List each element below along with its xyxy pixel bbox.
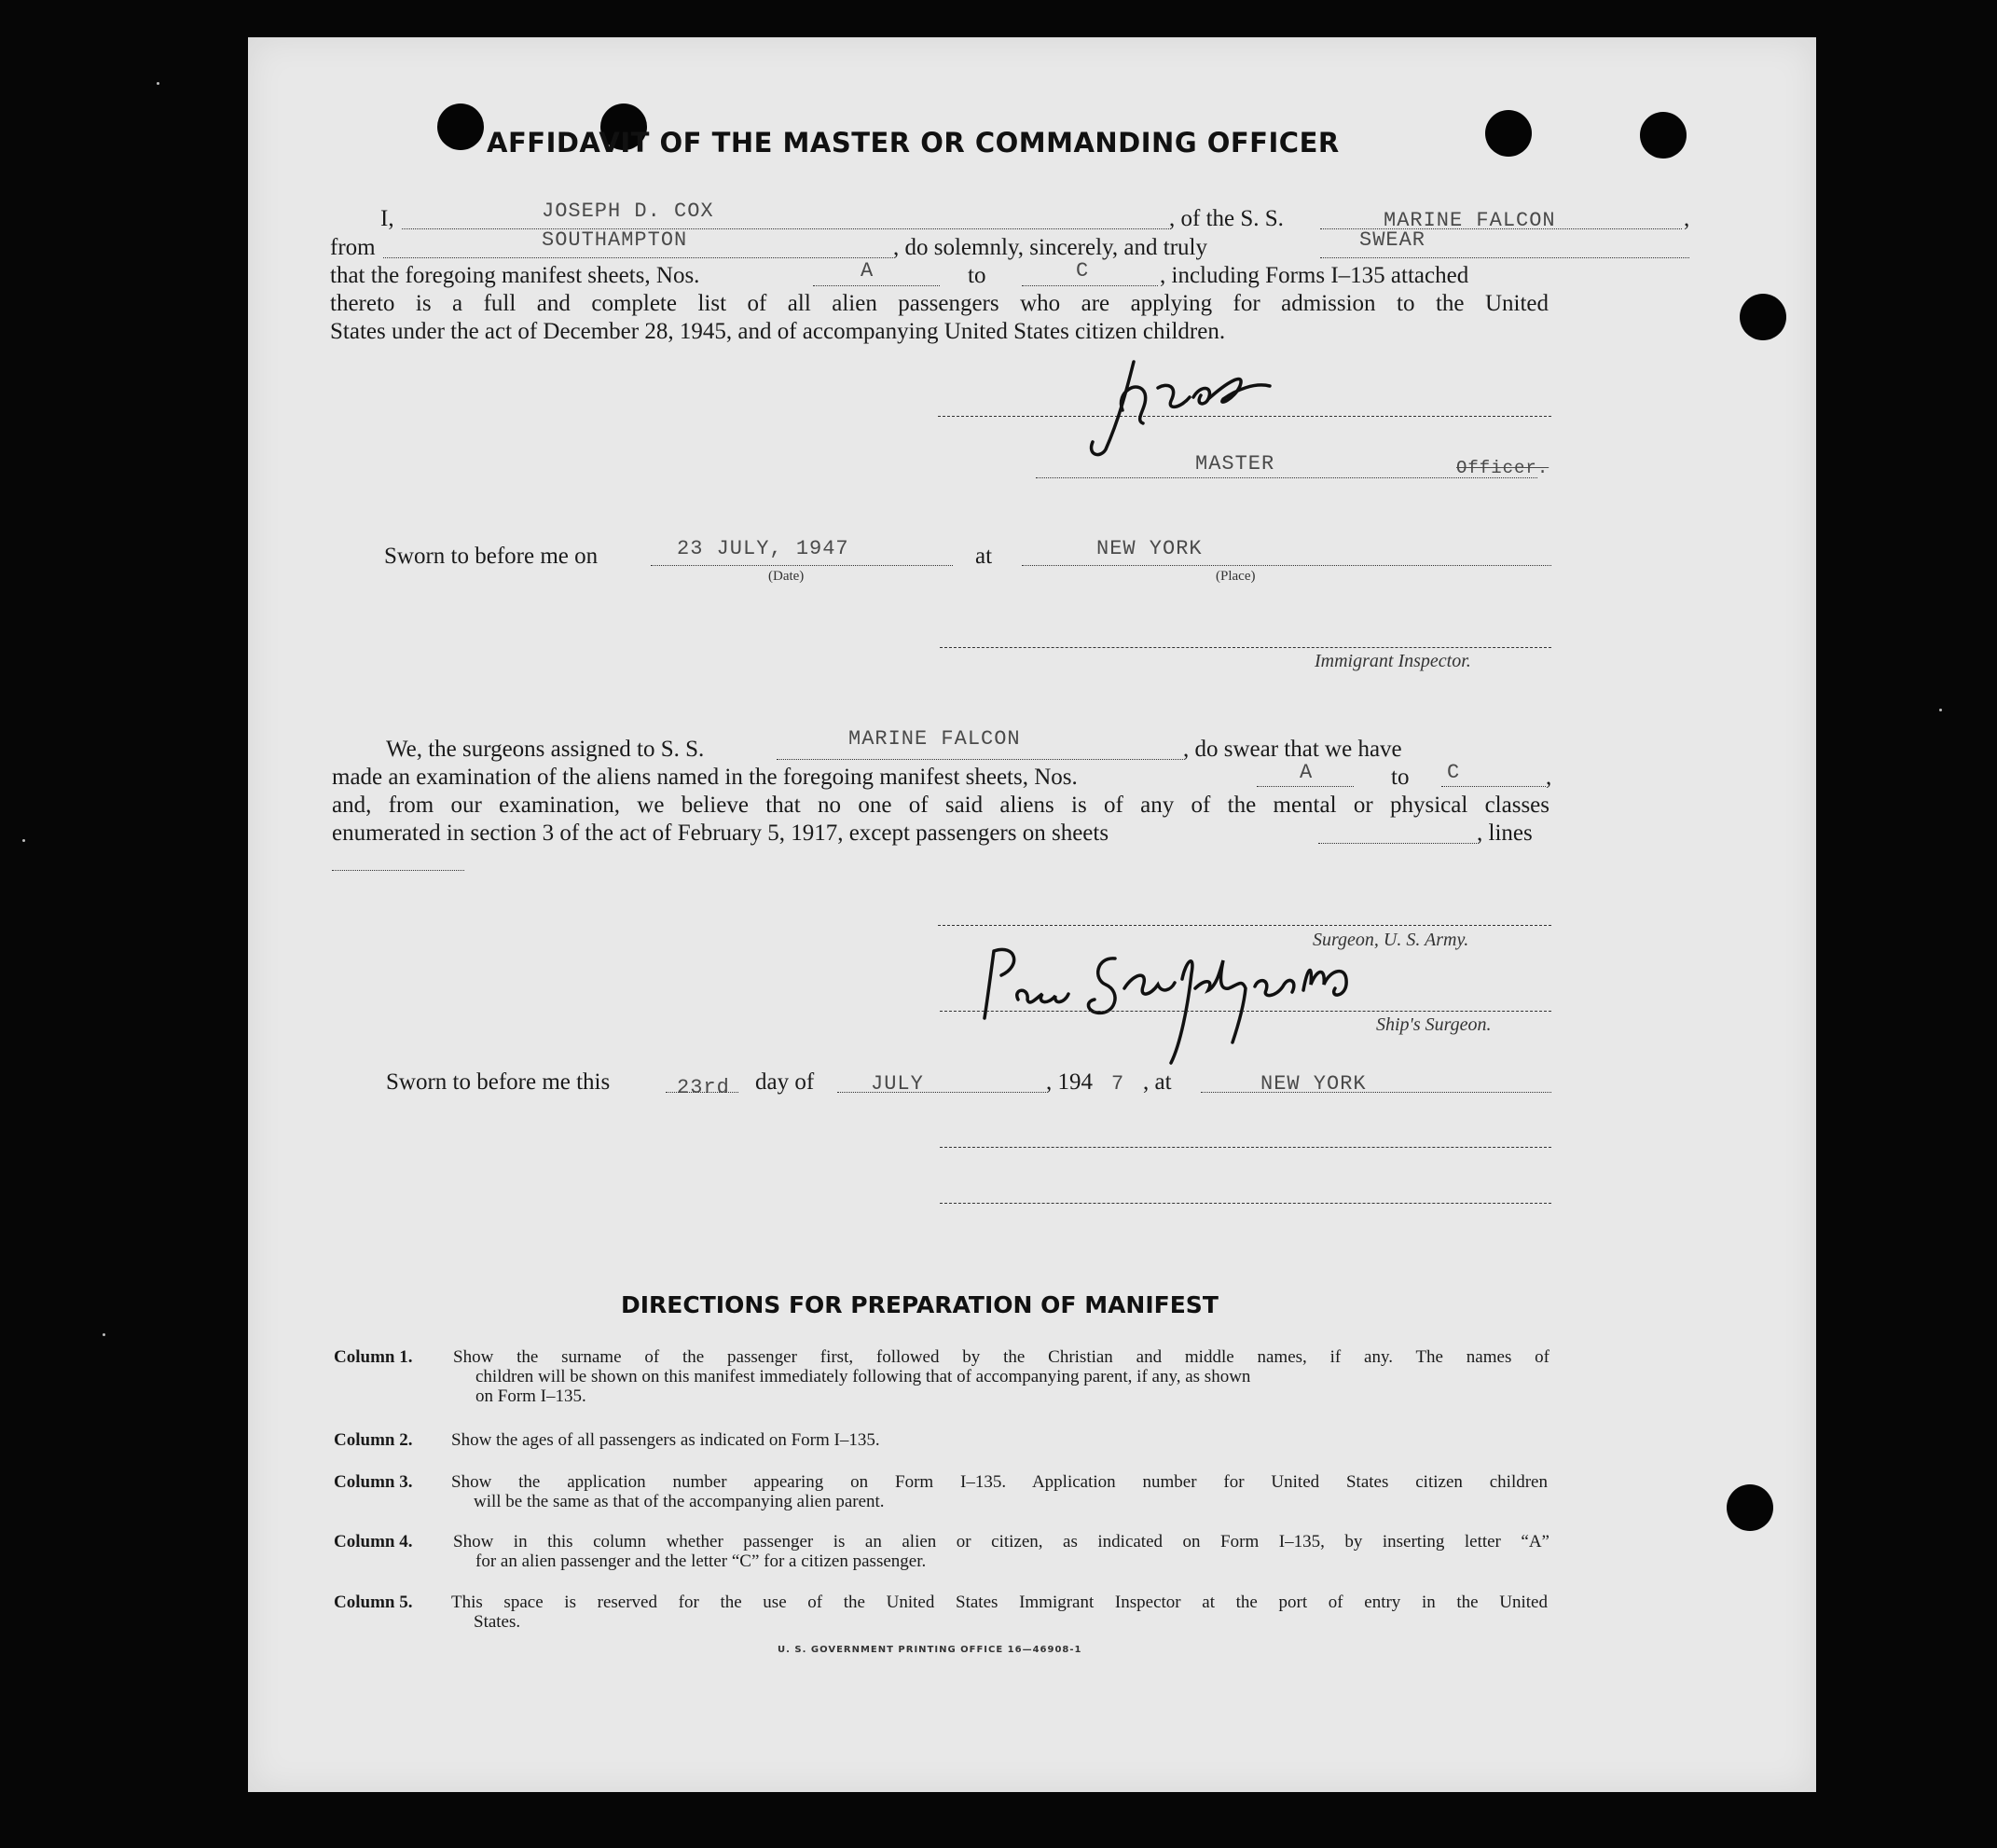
sworn2-signature-line-1 — [940, 1147, 1551, 1148]
sworn1-place: NEW YORK — [1096, 537, 1203, 560]
direction-label: Column 2. — [334, 1430, 413, 1450]
scan-speck — [103, 1333, 105, 1336]
punch-hole — [1727, 1484, 1773, 1531]
punch-hole — [437, 103, 484, 150]
direction-label: Column 1. — [334, 1347, 413, 1367]
signature-title: MASTER — [1195, 452, 1275, 476]
sworn2-year-digit: 7 — [1111, 1072, 1125, 1096]
surgeons-line4-end: , lines — [1477, 821, 1533, 846]
sworn2-month-line — [837, 1092, 1046, 1093]
ship-name: MARINE FALCON — [1384, 209, 1556, 232]
surgeons-sheet-to: C — [1447, 761, 1461, 784]
sworn2-month: JULY — [871, 1072, 924, 1096]
sworn1-date: 23 JULY, 1947 — [677, 537, 849, 560]
sheet-to: C — [1076, 259, 1090, 283]
surgeons-line2-prefix: made an examination of the aliens named in the foregoing manifest sheets, Nos. — [332, 765, 1078, 790]
line3-to: to — [968, 263, 986, 288]
inspector-caption: Immigrant Inspector. — [1315, 651, 1471, 671]
sheet-from: A — [861, 259, 875, 283]
sworn2-day: 23rd — [677, 1076, 730, 1099]
direction-label: Column 5. — [334, 1593, 413, 1612]
punch-hole — [1640, 112, 1687, 159]
punch-hole — [1485, 110, 1532, 157]
surgeons-lines-line — [332, 870, 464, 871]
sworn1-date-caption: (Date) — [768, 569, 805, 584]
line5: States under the act of December 28, 1945, and of accompanying United States citizen children. — [330, 319, 1226, 344]
sworn1-prefix: Sworn to before me on — [384, 544, 599, 569]
port-from-line — [383, 257, 893, 258]
inspector-signature-line — [940, 647, 1551, 648]
sworn2-prefix: Sworn to before me this — [386, 1069, 611, 1095]
surgeons-line4-prefix: enumerated in section 3 of the act of February 5, 1917, except passengers on sheets — [332, 821, 1109, 846]
surgeons-line1-prefix: We, the surgeons assigned to S. S. — [386, 737, 705, 762]
surgeons-ship-name: MARINE FALCON — [848, 727, 1021, 751]
sheet-from-line — [813, 285, 940, 286]
surgeons-sheet-from: A — [1300, 761, 1314, 784]
surgeons-sheets-line — [1318, 843, 1477, 844]
sworn2-signature-line-2 — [940, 1203, 1551, 1204]
master-name: JOSEPH D. COX — [542, 200, 714, 223]
ship-surgeon-signature-line — [940, 1011, 1551, 1012]
surgeons-ship-line — [777, 759, 1183, 760]
scan-speck — [157, 82, 159, 85]
line3-prefix: that the foregoing manifest sheets, Nos. — [330, 263, 700, 288]
line3-end: , including Forms I–135 attached — [1160, 263, 1469, 288]
sworn1-at: at — [975, 544, 993, 569]
surgeons-line2-to: to — [1391, 765, 1410, 790]
printer-line: U. S. GOVERNMENT PRINTING OFFICE 16—46908-1 — [778, 1645, 1082, 1655]
master-signature-image — [1078, 345, 1301, 466]
surgeons-line3: and, from our examination, we believe that no one of said aliens is of any of the mental or physical classes — [332, 793, 1549, 818]
direction-label: Column 4. — [334, 1532, 413, 1551]
line1-mid: , of the S. S. — [1169, 206, 1284, 231]
line2-mid: , do solemnly, sincerely, and truly — [893, 235, 1207, 260]
oath-word-line — [1320, 257, 1689, 258]
sworn2-year-prefix: , 194 — [1046, 1069, 1093, 1095]
sworn1-date-line — [651, 565, 953, 566]
sworn2-place: NEW YORK — [1260, 1072, 1367, 1096]
sworn1-place-line — [1022, 565, 1551, 566]
surgeons-sheet-to-line — [1441, 786, 1546, 787]
direction-text: Show the surname of the passenger first, followed by the Christian and middle names, if any. The names of children will be shown on this manifest immediately following that of accompanying parent, if any, as shown on Form I–135. — [453, 1347, 1549, 1406]
direction-text: Show the application number appearing on Form I–135. Application number for United States citizen children will be the same as that of the accompanying alien parent. — [451, 1472, 1548, 1511]
port-from: SOUTHAMPTON — [542, 228, 688, 252]
master-name-line — [402, 228, 1171, 229]
army-surgeon-caption: Surgeon, U. S. Army. — [1313, 930, 1469, 950]
surgeons-line1-end: , do swear that we have — [1183, 737, 1402, 762]
signature-title-struck: Officer. — [1456, 458, 1549, 478]
direction-text: Show the ages of all passengers as indicated on Form I–135. — [451, 1430, 880, 1450]
surgeons-line2-end: , — [1546, 765, 1552, 790]
sheet-to-line — [1022, 285, 1158, 286]
sworn2-at: , at — [1143, 1069, 1172, 1095]
directions-title: DIRECTIONS FOR PREPARATION OF MANIFEST — [621, 1291, 1219, 1318]
direction-text: Show in this column whether passenger is an alien or citizen, as indicated on Form I–135, by inserting letter “A” for an alien passenger and the letter “C” for a citizen passenger. — [453, 1532, 1549, 1571]
line4: thereto is a full and complete list of all alien passengers who are applying for admission to the United — [330, 291, 1549, 316]
punch-hole — [1740, 294, 1786, 340]
affidavit-title: AFFIDAVIT OF THE MASTER OR COMMANDING OFFICER — [487, 127, 1340, 159]
affidavit-page — [248, 37, 1816, 1792]
sworn2-place-line — [1201, 1092, 1551, 1093]
sworn1-place-caption: (Place) — [1216, 569, 1256, 584]
scan-speck — [22, 839, 25, 842]
direction-label: Column 3. — [334, 1472, 413, 1492]
army-surgeon-signature-line — [938, 925, 1551, 926]
line1-prefix: I, — [380, 206, 394, 231]
oath-word: SWEAR — [1359, 228, 1426, 252]
scan-speck — [1939, 709, 1942, 711]
ship-surgeon-signature-image — [975, 932, 1367, 1072]
surgeons-sheet-from-line — [1257, 786, 1354, 787]
line1-end: , — [1684, 206, 1690, 231]
ship-surgeon-caption: Ship's Surgeon. — [1376, 1014, 1492, 1035]
line2-prefix: from — [330, 235, 376, 260]
sworn2-day-of: day of — [755, 1069, 815, 1095]
direction-text: This space is reserved for the use of the United States Immigrant Inspector at the port of entry in the United States. — [451, 1593, 1548, 1632]
